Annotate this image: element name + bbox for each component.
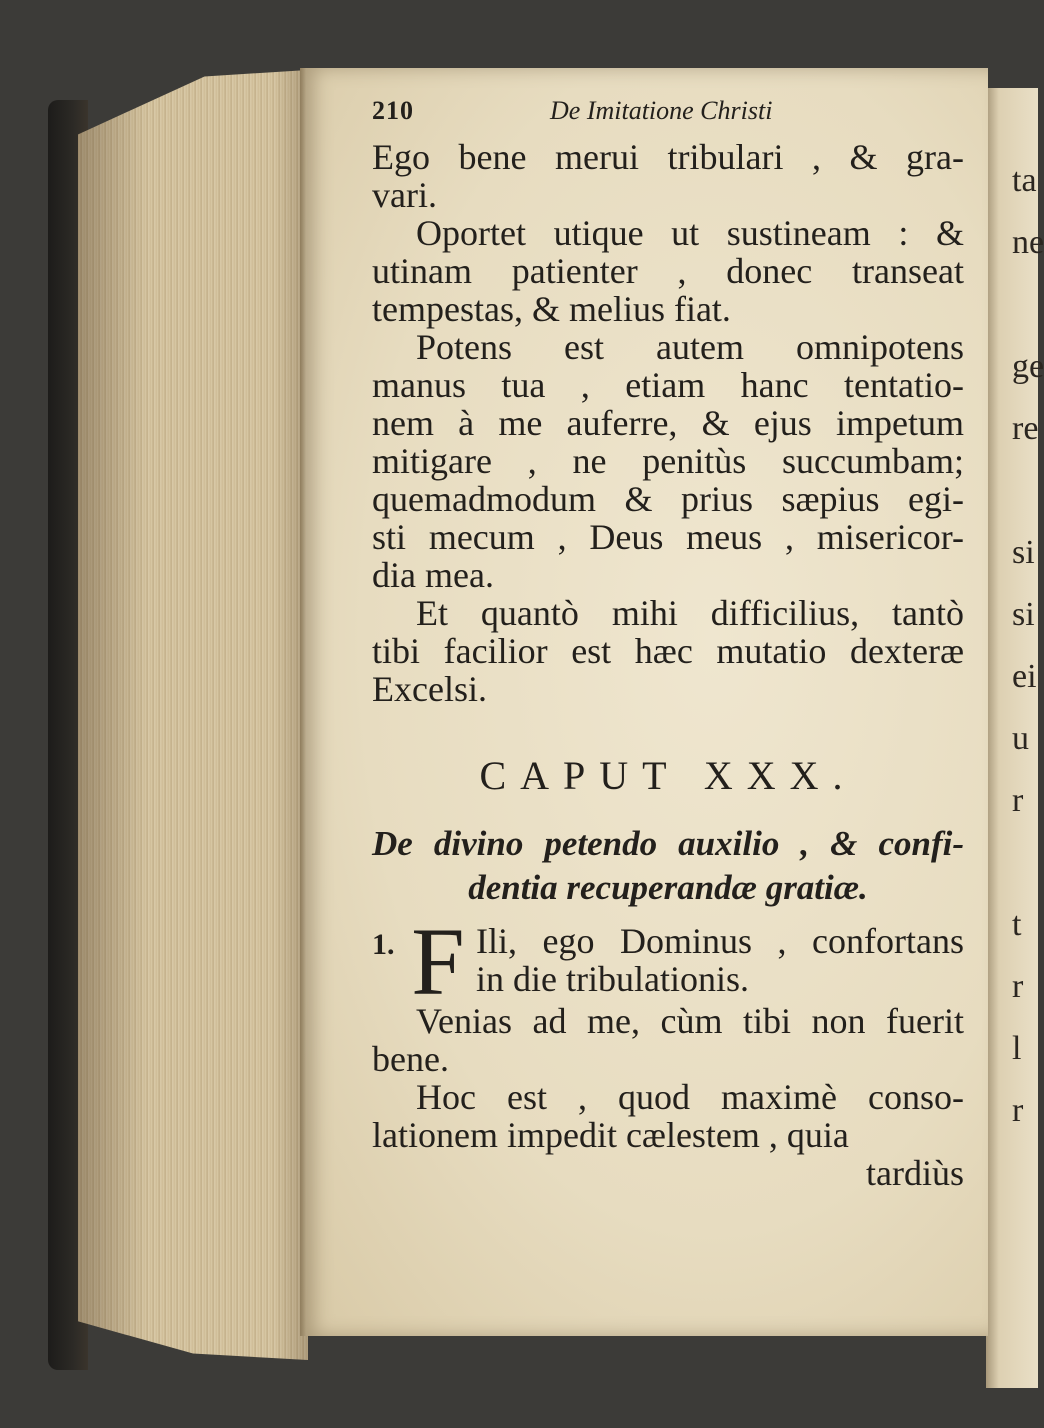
facing-page-fragment: ta — [1012, 162, 1037, 199]
paragraph — [372, 1002, 964, 1078]
text-line: manus tua , etiam hanc tentatio- — [372, 365, 964, 405]
text-line: lationem impedit cælestem , quia — [372, 1115, 849, 1155]
text-line: Potens est autem omnipotens — [416, 327, 964, 367]
facing-page-fragment: t — [1012, 906, 1022, 943]
text-line: Ego bene merui tribulari , & gra- — [372, 137, 964, 177]
facing-page-fragment — [1012, 832, 1038, 894]
verse-number: 1. — [372, 928, 395, 961]
facing-page-fragment: l — [1012, 1030, 1022, 1067]
text-line: tibi facilior est hæc mutatio dexteræ — [372, 631, 964, 671]
facing-page-fragment: u — [1012, 720, 1029, 757]
paragraph — [372, 328, 964, 594]
chapter-title: CAPUT XXX. — [479, 753, 857, 798]
paragraph — [372, 214, 964, 328]
facing-page-fragment: ge — [1012, 348, 1044, 385]
facing-page-fragment: r — [1012, 782, 1024, 819]
subtitle-line: dentia recuperandæ gratiæ. — [468, 868, 868, 907]
text-line: tempestas, & melius fiat. — [372, 289, 731, 329]
subtitle-line: De divino petendo auxilio , & confi- — [372, 824, 964, 863]
facing-page-fragment: ne — [1012, 224, 1044, 261]
facing-page-text — [1012, 150, 1044, 1142]
catchword: tardiùs — [866, 1153, 964, 1193]
verse-1 — [372, 908, 964, 1015]
facing-page-fragment — [1012, 274, 1038, 336]
top-paragraphs — [372, 138, 964, 708]
text-line: bene. — [372, 1039, 449, 1079]
text-line: quemadmodum & prius sæpius egi- — [372, 479, 964, 519]
page-number: 210 — [372, 96, 414, 125]
text-line: mitigare , ne penitùs succumbam; — [372, 441, 964, 481]
chapter-subtitle — [372, 822, 964, 910]
verse-lines — [476, 922, 964, 1002]
text-line: dia mea. — [372, 555, 494, 595]
paragraph — [372, 1078, 964, 1154]
facing-page-fragment: si — [1012, 596, 1035, 633]
facing-page-fragment: r — [1012, 968, 1024, 1005]
text-line: Venias ad me, cùm tibi non fuerit — [416, 1001, 964, 1041]
text-line: vari. — [372, 175, 437, 215]
text-line: utinam patienter , donec transeat — [372, 251, 964, 291]
paragraph — [372, 594, 964, 708]
text-line: Et quantò mihi difficilius, tantò — [416, 593, 964, 633]
text-line: nem à me auferre, & ejus impetum — [372, 403, 964, 443]
running-title: De Imitatione Christi — [550, 96, 773, 125]
text-line: Oportet utique ut sustineam : & — [416, 213, 964, 253]
page-text — [372, 96, 964, 1192]
facing-page-fragment — [1012, 460, 1038, 522]
text-line: sti mecum , Deus meus , misericor- — [372, 517, 964, 557]
text-line: Hoc est , quod maximè conso- — [416, 1077, 964, 1117]
text-line: Excelsi. — [372, 669, 487, 709]
paragraph — [372, 138, 964, 214]
text-line: Ili, ego Dominus , confortans — [476, 921, 964, 961]
page-gutter — [300, 68, 306, 1336]
facing-page-fragment: si — [1012, 534, 1035, 571]
page-edges-shadow — [78, 70, 308, 1360]
facing-page-fragment: re — [1012, 410, 1039, 447]
facing-page-fragment: ei — [1012, 658, 1037, 695]
running-header — [372, 96, 964, 138]
bottom-paragraphs — [372, 1002, 964, 1154]
text-line: in die tribulationis. — [476, 959, 749, 999]
facing-page-fragment: r — [1012, 1092, 1024, 1129]
drop-cap: F — [411, 908, 465, 1015]
